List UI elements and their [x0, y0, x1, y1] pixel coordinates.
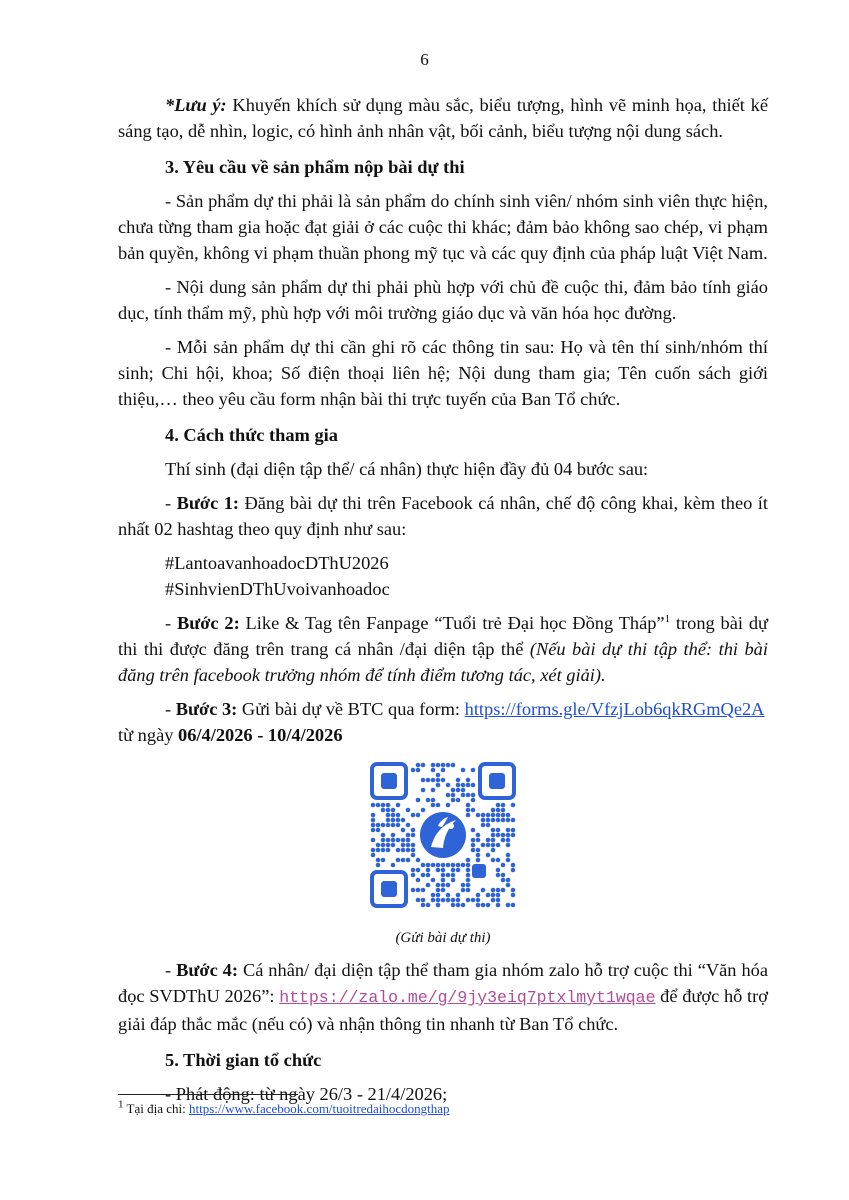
step4-prefix: -	[165, 960, 177, 980]
step2-text: Like & Tag tên Fanpage “Tuổi trẻ Đại học Đồng Tháp”	[239, 613, 665, 633]
hashtag-2: #SinhvienDThUvoivanhoadoc	[165, 579, 390, 599]
note-text: Khuyến khích sử dụng màu sắc, biểu tượng, hình vẽ minh họa, thiết kế sáng tạo, dễ nhìn, logic, có hình ảnh nhân vật, bối cảnh, biểu tượng nội dung sách.	[118, 95, 768, 141]
form-link[interactable]: https://forms.gle/VfzjLob6qkRGmQe2A	[464, 699, 765, 719]
section4-heading: 4. Cách thức tham gia	[165, 425, 338, 445]
qr-code-image	[368, 760, 518, 910]
step2-prefix: -	[165, 613, 177, 633]
youth-union-logo-icon	[416, 808, 470, 862]
qr-caption: (Gửi bài dự thi)	[395, 930, 491, 946]
footnote-ref[interactable]: 1	[664, 612, 671, 625]
step1-paragraph	[118, 490, 768, 542]
footnote-divider	[118, 1094, 298, 1095]
step4-paragraph	[118, 957, 768, 1037]
step3-date: 06/4/2026 - 10/4/2026	[178, 725, 343, 745]
step3-paragraph	[118, 696, 768, 722]
facebook-link[interactable]: https://www.facebook.com/tuoitredaihocdongthap	[188, 1101, 450, 1116]
step3-prefix: -	[165, 699, 176, 719]
step4-text-2: để được hỗ trợ giải đáp thắc mắc (nếu có) và nhận thông tin nhanh từ Ban Tổ chức.	[118, 986, 769, 1034]
section4-intro: Thí sinh (đại diện tập thể/ cá nhân) thực hiện đầy đủ 04 bước sau:	[165, 459, 649, 479]
step3-date-line	[118, 722, 768, 748]
hashtag-1: #LantoavanhoadocDThU2026	[165, 553, 389, 573]
step4-text: Cá nhân/ đại diện tập thể tham gia nhóm zalo hỗ trợ cuộc thi “Văn hóa đọc SVDThU 2026”:	[118, 960, 768, 1006]
step4-label: Bước 4:	[176, 960, 238, 980]
step3-date-prefix: từ ngày	[118, 725, 179, 745]
footnote-number: 1	[118, 1098, 124, 1111]
page-content	[118, 92, 768, 1107]
step1-prefix: -	[165, 493, 177, 513]
section5-paragraph-1: - Phát động: từ ngày 26/3 - 21/4/2026;	[165, 1084, 448, 1104]
step1-label: Bước 1:	[176, 493, 240, 513]
step3-text: Gửi bài dự về BTC qua form:	[237, 699, 465, 719]
section3-paragraph-1: - Sản phẩm dự thi phải là sản phẩm do chính sinh viên/ nhóm sinh viên thực hiện, chưa từng tham gia hoặc đạt giải ở các cuộc thi khác; đảm bảo không sao chép, vi phạm bản quyền, không vi phạm thuần phong mỹ tục và các quy định của pháp luật Việt Nam.	[118, 191, 768, 263]
section3-paragraph-3: - Mỗi sản phẩm dự thi cần ghi rõ các thông tin sau: Họ và tên thí sinh/nhóm thí sinh; Chi hội, khoa; Số điện thoại liên hệ; Nội dung tham gia; Tên cuốn sách giới thiệu,… theo yêu cầu form nhận bài thi trực tuyến của Ban Tổ chức.	[118, 337, 768, 409]
footnote	[118, 1100, 450, 1118]
section5-heading: 5. Thời gian tổ chức	[165, 1050, 322, 1070]
note-label: *Lưu ý:	[165, 95, 227, 115]
footnote-text: Tại địa chỉ:	[123, 1101, 189, 1116]
step2-italic-note: (Nếu bài dự thi tập thể: thi bài đăng trên facebook trưởng nhóm để tính điểm tương tác, xét giải).	[118, 639, 768, 685]
step3-label: Bước 3:	[175, 699, 238, 719]
step2-label: Bước 2:	[176, 613, 240, 633]
page-number: 6	[420, 50, 429, 69]
step1-text: Đăng bài dự thi trên Facebook cá nhân, chế độ công khai, kèm theo ít nhất 02 hashtag theo quy định như sau:	[118, 493, 768, 539]
step2-paragraph	[118, 610, 768, 688]
note-paragraph	[118, 92, 768, 144]
section3-heading: 3. Yêu cầu về sản phẩm nộp bài dự thi	[165, 157, 465, 177]
zalo-link[interactable]: https://zalo.me/g/9jy3eiq7ptxlmyt1wqae	[279, 988, 656, 1007]
qr-code-container	[118, 760, 768, 917]
step2-text-2: trong bài dự thi thi được đăng trên trang cá nhân /đại diện tập thể	[118, 613, 768, 659]
section3-paragraph-2: - Nội dung sản phẩm dự thi phải phù hợp với chủ đề cuộc thi, đảm bảo tính giáo dục, tính thẩm mỹ, phù hợp với môi trường giáo dục và văn hóa học đường.	[118, 277, 768, 323]
